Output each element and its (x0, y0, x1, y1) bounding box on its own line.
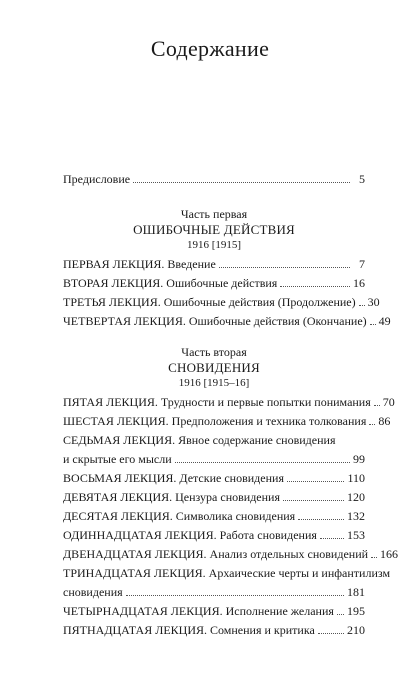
toc-entry (63, 602, 365, 621)
dot-leader (320, 537, 344, 539)
toc-page-number: 49 (378, 314, 391, 328)
dot-leader (374, 404, 380, 406)
toc-entry (63, 412, 391, 431)
part-heading: Часть первая (180, 207, 248, 221)
toc-entry (63, 274, 365, 293)
toc-entry-label: СЕДЬМАЯ ЛЕКЦИЯ. Явное содержание сновидения (63, 433, 336, 447)
dot-leader (280, 285, 350, 287)
toc-entry-label: ДЕСЯТАЯ ЛЕКЦИЯ. Символика сновидения (63, 509, 296, 523)
toc-entry (63, 312, 391, 331)
toc-entry (63, 293, 380, 312)
toc-entry (63, 488, 365, 507)
toc-entry-label: ШЕСТАЯ ЛЕКЦИЯ. Предположения и техника толкования (63, 414, 367, 428)
toc-entry (63, 431, 365, 469)
toc-entry (63, 564, 391, 602)
page-title: Содержание (150, 36, 270, 61)
dot-leader (318, 632, 344, 634)
toc-entry-label: ТРЕТЬЯ ЛЕКЦИЯ. Ошибочные действия (Продолжение) (63, 295, 356, 309)
toc-page-number: 5 (359, 172, 365, 186)
dot-leader (175, 461, 350, 463)
toc-entry-label: ДЕВЯТАЯ ЛЕКЦИЯ. Цензура сновидения (63, 490, 280, 504)
toc-page-number: 153 (347, 528, 365, 542)
toc-entry-label: ПЕРВАЯ ЛЕКЦИЯ. Введение (63, 257, 216, 271)
toc-entry (63, 255, 365, 274)
toc-entry (63, 469, 365, 488)
toc-entry-label: ВОСЬМАЯ ЛЕКЦИЯ. Детские сновидения (63, 471, 284, 485)
dot-leader (126, 594, 344, 596)
part-title: СНОВИДЕНИЯ (168, 360, 260, 375)
part-heading: Часть вторая (181, 345, 247, 359)
toc-page-number: 110 (347, 471, 365, 485)
toc-page-number: 181 (347, 585, 365, 599)
toc-entry-label-continued: сновидения (63, 585, 123, 599)
dot-leader (369, 423, 375, 425)
toc-page-number: 120 (347, 490, 365, 504)
part-years: 1916 [1915–16] (178, 377, 250, 389)
dot-leader (133, 181, 350, 183)
toc-page-number: 210 (347, 623, 365, 637)
toc-entry-label: ЧЕТЫРНАДЦАТАЯ ЛЕКЦИЯ. Исполнение желания (63, 604, 334, 618)
dot-leader (219, 266, 350, 268)
toc-entry-label: ОДИННАДЦАТАЯ ЛЕКЦИЯ. Работа сновидения (63, 528, 317, 542)
dot-leader (287, 480, 344, 482)
toc-page-number: 7 (359, 257, 365, 271)
toc-entry (63, 545, 399, 564)
toc-entry (63, 621, 365, 640)
toc-page-number: 16 (353, 276, 365, 290)
table-of-contents (63, 170, 399, 640)
toc-page-number: 86 (378, 414, 391, 428)
dot-leader (359, 304, 365, 306)
toc-page-number: 30 (367, 295, 380, 309)
toc-entry-label: ВТОРАЯ ЛЕКЦИЯ. Ошибочные действия (63, 276, 278, 290)
toc-entry (63, 393, 395, 412)
toc-entry-label: ЧЕТВЕРТАЯ ЛЕКЦИЯ. Ошибочные действия (Окончание) (63, 314, 367, 328)
toc-entry-preface (63, 170, 365, 189)
toc-page-number: 70 (382, 395, 395, 409)
dot-leader (370, 323, 376, 325)
toc-entry-label: Предисловие (63, 172, 131, 186)
toc-page-number: 99 (353, 452, 365, 466)
toc-entry-label: ПЯТНАДЦАТАЯ ЛЕКЦИЯ. Сомнения и критика (63, 623, 315, 637)
toc-entry (63, 507, 365, 526)
part-years: 1916 [1915] (186, 239, 242, 251)
part-title: ОШИБОЧНЫЕ ДЕЙСТВИЯ (133, 222, 295, 237)
toc-entry-label: ДВЕНАДЦАТАЯ ЛЕКЦИЯ. Анализ отдельных сновидений (63, 547, 369, 561)
dot-leader (298, 518, 344, 520)
toc-page-number: 166 (380, 547, 399, 561)
dot-leader (337, 613, 344, 615)
toc-entry-label: ТРИНАДЦАТАЯ ЛЕКЦИЯ. Архаические черты и инфантилизм (63, 566, 391, 580)
dot-leader (283, 499, 344, 501)
dot-leader (371, 556, 377, 558)
toc-entry-label: ПЯТАЯ ЛЕКЦИЯ. Трудности и первые попытки понимания (63, 395, 371, 409)
toc-entry (63, 526, 365, 545)
toc-page-number: 132 (347, 509, 365, 523)
toc-page-number: 195 (347, 604, 365, 618)
toc-entry-label-continued: и скрытые его мысли (63, 452, 172, 466)
